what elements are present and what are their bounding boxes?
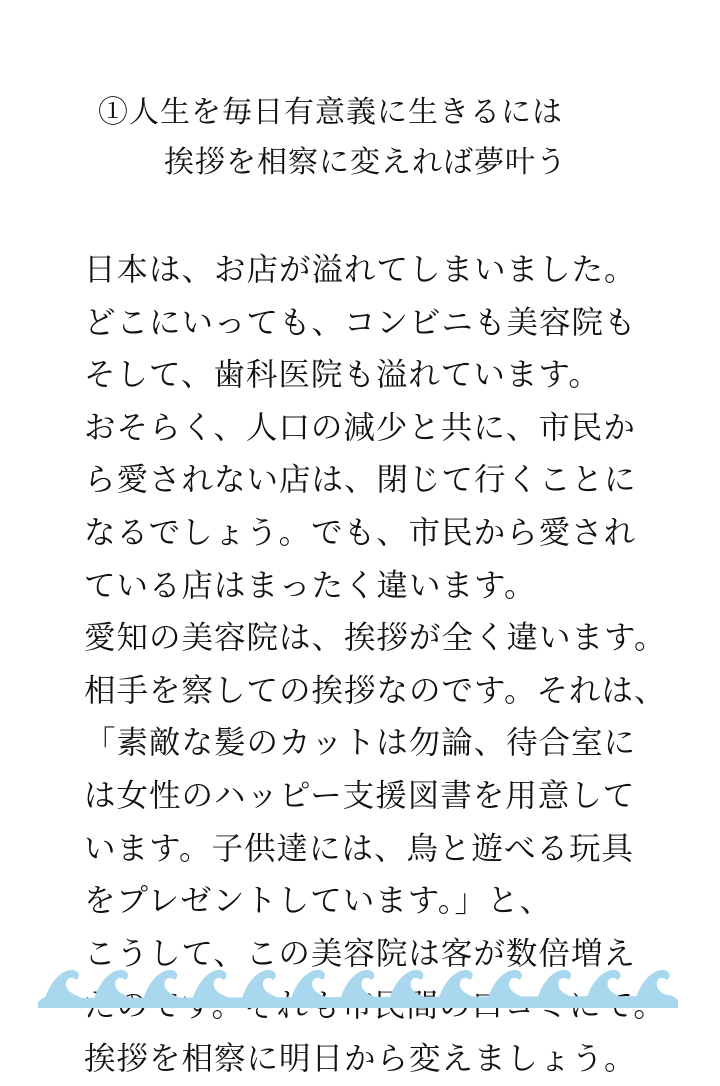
body-line: 相手を察しての挨拶なのです。それは、 <box>84 672 667 709</box>
body-line: そして、歯科医院も溢れています。 <box>84 357 601 394</box>
wave-crest-icon <box>586 970 630 1004</box>
body-line: 愛知の美容院は、挨拶が全く違います。 <box>84 620 667 657</box>
wave-crest-icon <box>241 970 285 1004</box>
body-line: どこにいっても、コンビニも美容院も <box>84 304 637 341</box>
wave-crest-icon <box>438 970 482 1004</box>
body-line: こうして、この美容院は客が数倍増え <box>84 935 636 972</box>
wave-crest-icon <box>635 970 678 1004</box>
wave-crest-icon <box>536 970 580 1004</box>
wave-crest-icon <box>192 970 236 1004</box>
title-line-2: 挨拶を相察に変えれば夢叶う <box>164 145 567 180</box>
wave-crest-icon <box>389 970 433 1004</box>
body-line: なるでしょう。でも、市民から愛され <box>84 514 637 551</box>
body-line: います。子供達には、鳥と遊べる玩具 <box>84 830 634 867</box>
title-block <box>0 88 720 188</box>
wave-crest-icon <box>93 970 137 1004</box>
title-line-1: ①人生を毎日有意義に生きるには <box>98 95 563 130</box>
wave-crest-icon <box>339 970 383 1004</box>
wave-crest-icon <box>487 970 531 1004</box>
body-line: 「素敵な髪のカットは勿論、待合室に <box>84 725 637 762</box>
body-line: ら愛されない店は、閉じて行くことに <box>84 462 637 499</box>
body-line: おそらく、人口の減少と共に、市民か <box>84 409 636 446</box>
wave-crest-icon <box>44 970 88 1004</box>
wave-crest-icon <box>142 970 186 1004</box>
body-line: 日本は、お店が溢れてしまいました。 <box>84 252 637 288</box>
body-line: をプレゼントしています。」と、 <box>84 883 552 920</box>
wave-border-icon <box>38 958 678 1008</box>
body-line: ている店はまったく違います。 <box>84 567 537 604</box>
wave-crest-icon <box>290 970 334 1004</box>
body-line: は女性のハッピー支援図書を用意して <box>84 777 636 814</box>
body-line: 挨拶を相察に明日から変えましょう。 <box>84 1040 637 1077</box>
